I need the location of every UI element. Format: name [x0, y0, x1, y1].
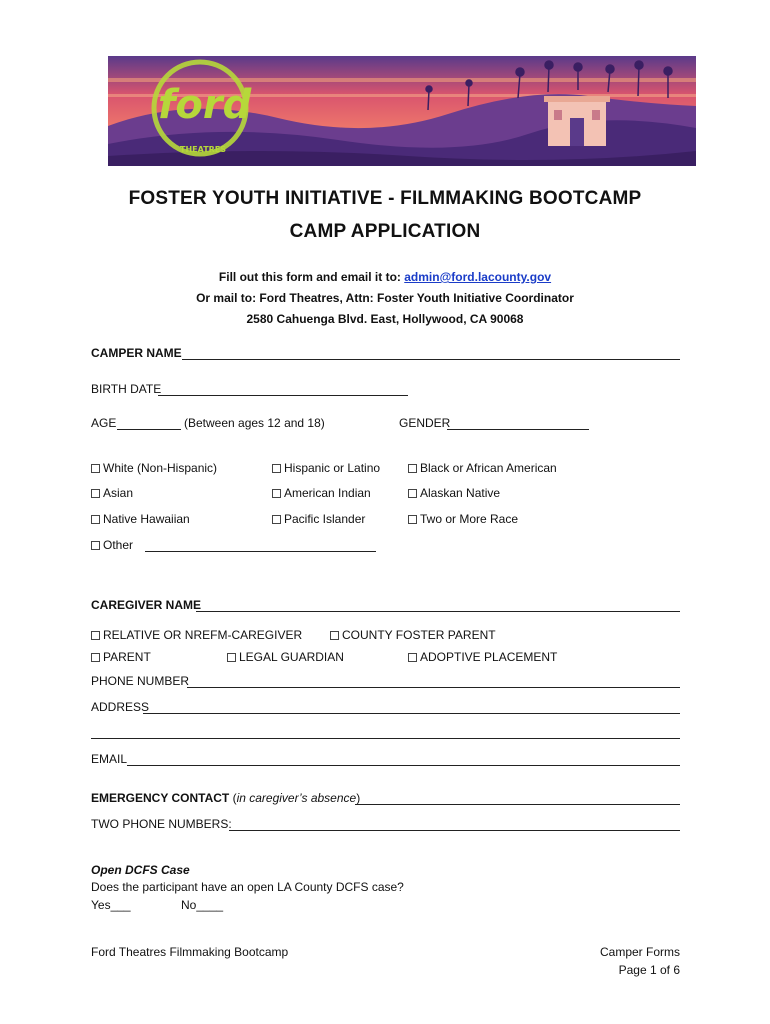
checkbox-label: ADOPTIVE PLACEMENT	[420, 650, 558, 664]
checkbox-black[interactable]	[408, 461, 557, 475]
ford-theatres-banner-illustration	[108, 56, 696, 166]
checkbox-icon[interactable]	[91, 631, 100, 640]
camper-name-label: CAMPER NAME	[91, 346, 182, 360]
checkbox-icon[interactable]	[408, 489, 417, 498]
checkbox-label: Alaskan Native	[420, 486, 501, 500]
note-open: (	[229, 791, 237, 805]
checkbox-label: RELATIVE OR NREFM-CAREGIVER	[103, 628, 303, 642]
checkbox-icon[interactable]	[272, 489, 281, 498]
dcfs-heading: Open DCFS Case	[91, 863, 190, 877]
footer-left: Ford Theatres Filmmaking Bootcamp	[91, 945, 289, 959]
address-field[interactable]	[143, 713, 680, 714]
checkbox-icon[interactable]	[91, 541, 100, 550]
checkbox-label: Two or More Race	[420, 512, 519, 526]
caregiver-name-label: CAREGIVER NAME	[91, 598, 202, 612]
checkbox-label: American Indian	[284, 486, 371, 500]
other-ethnicity-field[interactable]	[145, 551, 376, 552]
emergency-contact-title: EMERGENCY CONTACT	[91, 791, 230, 805]
dcfs-yes[interactable]: Yes___	[91, 898, 131, 912]
checkbox-label: Other	[103, 538, 134, 552]
checkbox-hispanic[interactable]	[272, 461, 380, 475]
gender-label: GENDER	[399, 416, 451, 430]
emergency-contact-note: in caregiver’s absence	[236, 791, 357, 805]
logo-word: ford	[158, 82, 252, 128]
birth-date-field[interactable]	[158, 395, 408, 396]
checkbox-label: White (Non-Hispanic)	[103, 461, 218, 475]
checkbox-parent[interactable]	[91, 650, 151, 664]
checkbox-icon[interactable]	[272, 515, 281, 524]
checkbox-relative[interactable]	[91, 628, 302, 642]
emergency-contact-field[interactable]	[355, 804, 680, 805]
dcfs-no[interactable]: No____	[181, 898, 224, 912]
form-subtitle: CAMP APPLICATION	[289, 221, 481, 242]
address-label: ADDRESS	[91, 700, 150, 714]
dcfs-question: Does the participant have an open LA County DCFS case?	[91, 880, 404, 894]
checkbox-label: Hispanic or Latino	[284, 461, 381, 475]
checkbox-icon[interactable]	[408, 515, 417, 524]
email-link[interactable]: admin@ford.lacounty.gov	[404, 270, 552, 284]
checkbox-adoptive[interactable]	[408, 650, 557, 664]
footer-page-number: Page 1 of 6	[618, 963, 680, 977]
checkbox-county-foster[interactable]	[330, 628, 496, 642]
phone-number-field[interactable]	[187, 687, 680, 688]
form-title: FOSTER YOUTH INITIATIVE - FILMMAKING BOOTCAMP	[128, 188, 642, 209]
note-close: )	[356, 791, 361, 805]
checkbox-label: LEGAL GUARDIAN	[239, 650, 344, 664]
checkbox-icon[interactable]	[330, 631, 339, 640]
checkbox-label: Asian	[103, 486, 134, 500]
footer-camper-forms: Camper Forms	[599, 945, 680, 959]
checkbox-icon[interactable]	[408, 653, 417, 662]
checkbox-label: Native Hawaiian	[103, 512, 190, 526]
email-instruction-text: Fill out this form and email it to:	[218, 270, 405, 284]
emergency-contact-label	[91, 791, 360, 805]
mail-instruction: Or mail to: Ford Theatres, Attn: Foster Youth Initiative Coordinator	[196, 291, 574, 305]
logo-subtitle: THEATRES	[180, 145, 227, 154]
caregiver-name-field[interactable]	[196, 611, 680, 612]
checkbox-asian[interactable]	[91, 486, 133, 500]
checkbox-label: Black or African American	[420, 461, 557, 475]
header-banner	[108, 56, 696, 166]
checkbox-alaskan[interactable]	[408, 486, 500, 500]
gender-field[interactable]	[447, 429, 589, 430]
birth-date-label: BIRTH DATE	[91, 382, 162, 396]
checkbox-icon[interactable]	[91, 515, 100, 524]
checkbox-label: Pacific Islander	[284, 512, 366, 526]
two-phone-numbers-field[interactable]	[229, 830, 680, 831]
checkbox-icon[interactable]	[272, 464, 281, 473]
checkbox-icon[interactable]	[227, 653, 236, 662]
checkbox-hawaiian[interactable]	[91, 512, 190, 526]
camper-name-field[interactable]	[182, 359, 680, 360]
checkbox-label: PARENT	[103, 650, 151, 664]
checkbox-pacific[interactable]	[272, 512, 365, 526]
checkbox-icon[interactable]	[91, 464, 100, 473]
email-label: EMAIL	[91, 752, 128, 766]
email-instruction	[0, 270, 770, 284]
age-field[interactable]	[117, 429, 181, 430]
age-label: AGE	[91, 416, 117, 430]
checkbox-two-or-more[interactable]	[408, 512, 518, 526]
checkbox-icon[interactable]	[91, 489, 100, 498]
checkbox-white[interactable]	[91, 461, 217, 475]
age-note: (Between ages 12 and 18)	[184, 416, 325, 430]
checkbox-label: COUNTY FOSTER PARENT	[342, 628, 496, 642]
checkbox-icon[interactable]	[91, 653, 100, 662]
mail-address: 2580 Cahuenga Blvd. East, Hollywood, CA 90068	[246, 312, 524, 326]
checkbox-american-indian[interactable]	[272, 486, 371, 500]
checkbox-legal-guardian[interactable]	[227, 650, 344, 664]
two-phone-numbers-label: TWO PHONE NUMBERS:	[91, 817, 232, 831]
phone-number-label: PHONE NUMBER	[91, 674, 190, 688]
checkbox-other[interactable]	[91, 538, 133, 552]
address-field-line-2[interactable]	[91, 738, 680, 739]
email-field[interactable]	[127, 765, 680, 766]
checkbox-icon[interactable]	[408, 464, 417, 473]
